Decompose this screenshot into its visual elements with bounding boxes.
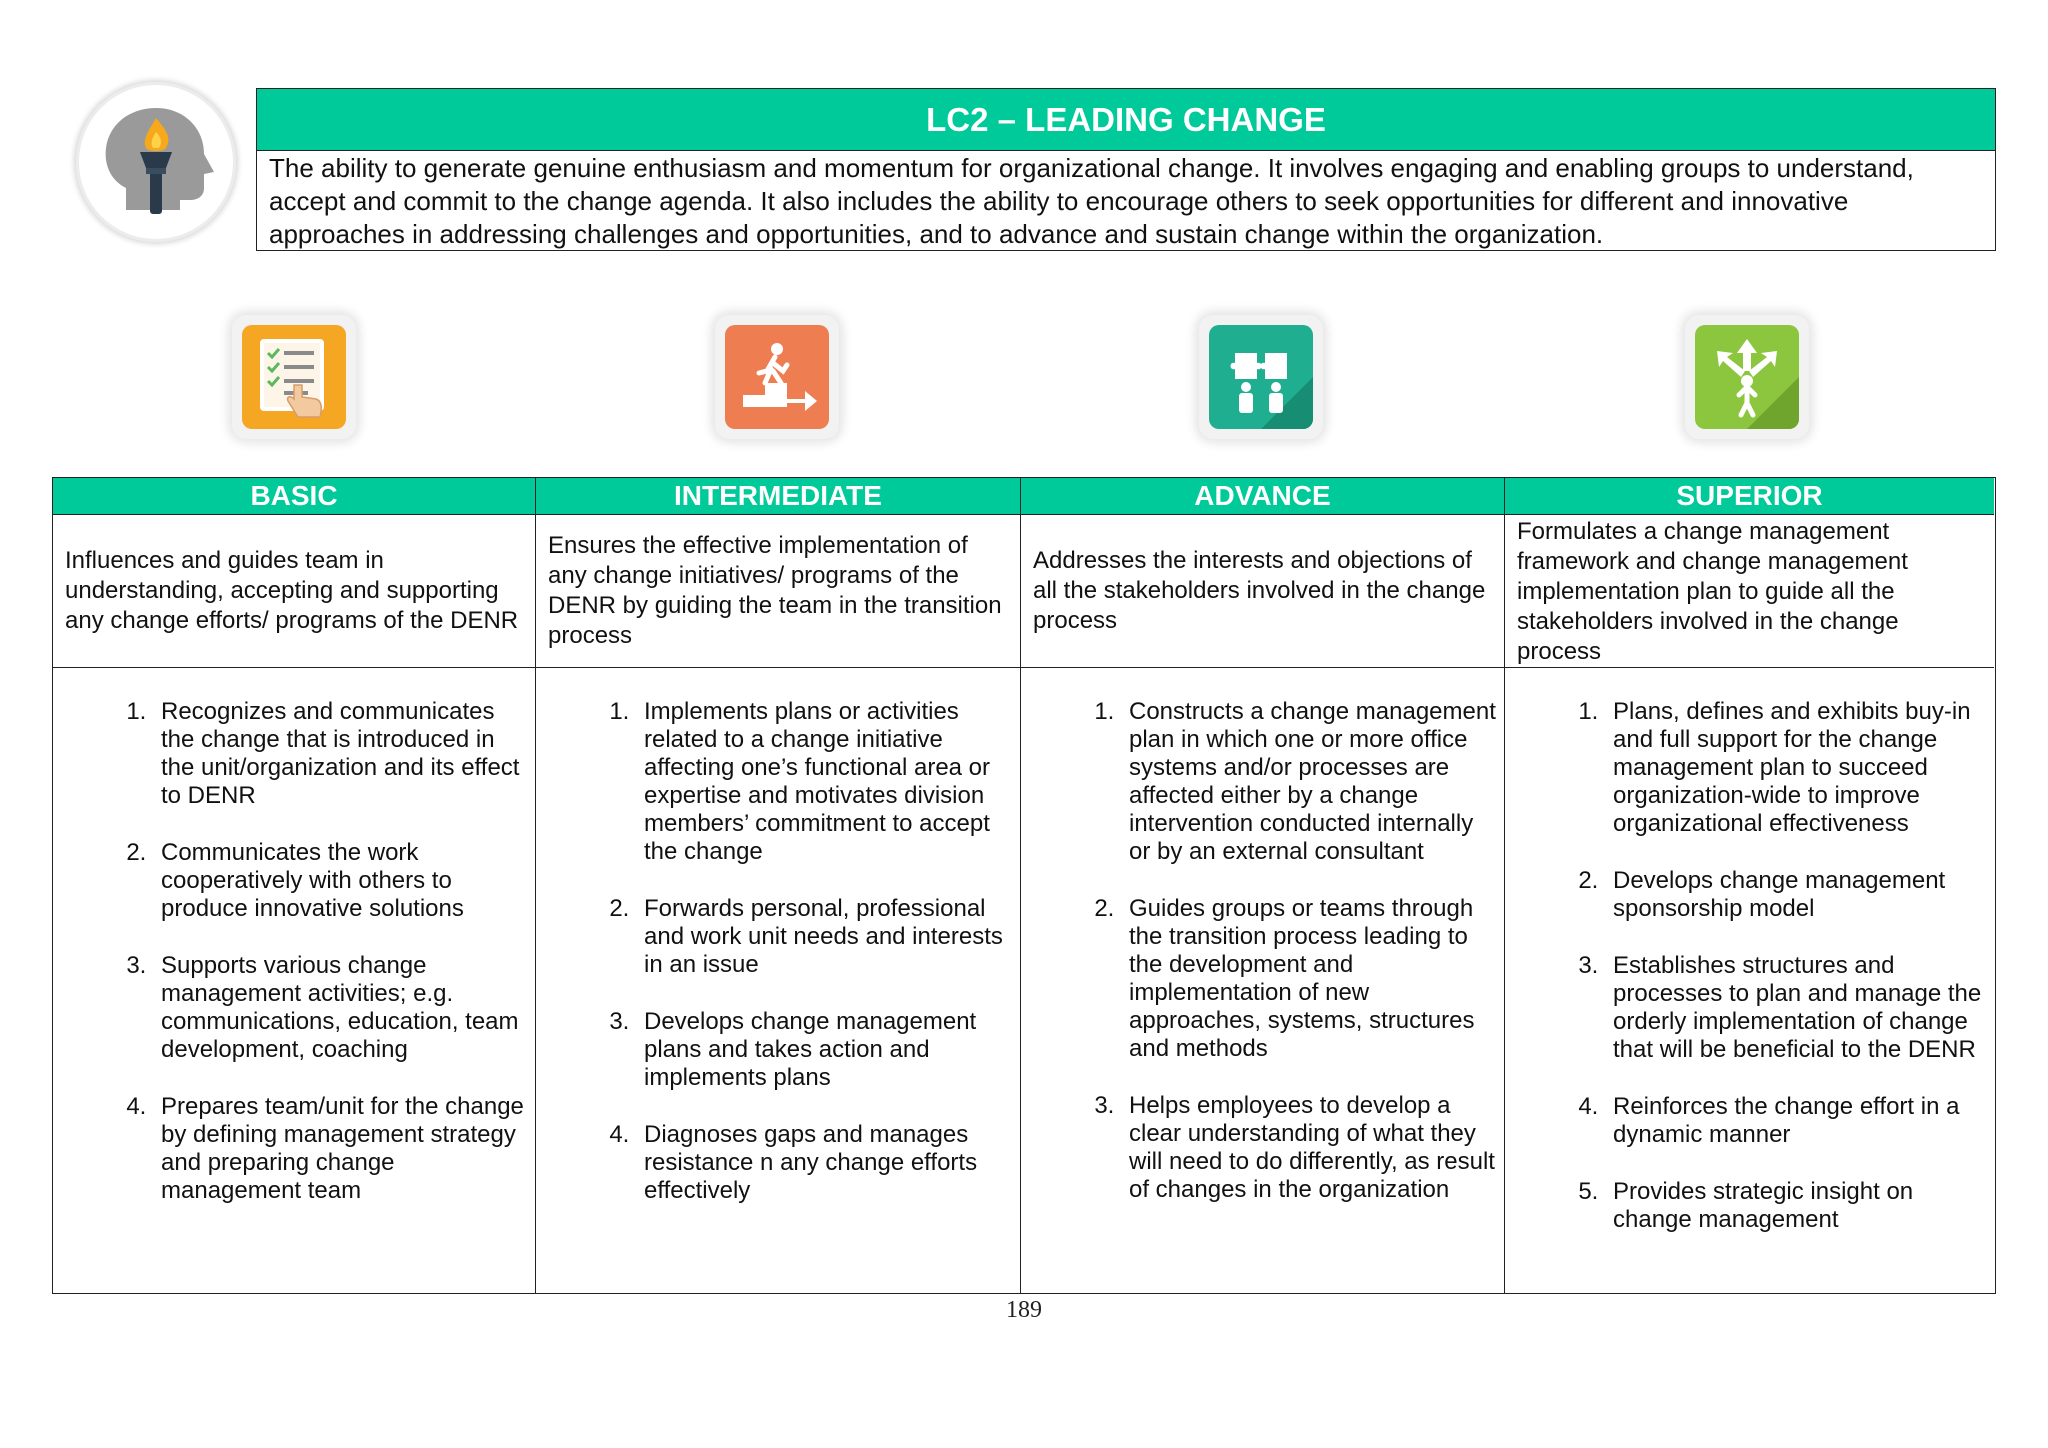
- crossroads-arrows-icon: [1685, 315, 1809, 439]
- competency-title: LC2 – LEADING CHANGE: [257, 89, 1995, 151]
- level-description-intermediate: Ensures the effective implementation of any change initiatives/ programs of the DENR by guiding the team in the transition process: [536, 515, 1021, 668]
- competency-table: [52, 477, 1996, 1294]
- indicators-intermediate: [536, 668, 1021, 1293]
- person-climbing-stairs-icon: [715, 315, 839, 439]
- level-description-superior: Formulates a change management framework and change management implementation plan to guide all the stakeholders involved in the change process: [1505, 515, 1994, 668]
- list-item: 4. Reinforces the change effort in a dynamic manner: [1605, 1093, 1986, 1149]
- list-item: 1. Recognizes and communicates the change that is introduced in the unit/organization and its effect to DENR: [153, 698, 527, 810]
- level-heading-intermediate: INTERMEDIATE: [536, 478, 1021, 515]
- indicator-list: [53, 698, 527, 1205]
- list-item: 4. Diagnoses gaps and manages resistance n any change efforts effectively: [636, 1121, 1012, 1205]
- puzzle-people-icon: [1199, 315, 1323, 439]
- competency-description: The ability to generate genuine enthusiasm and momentum for organizational change. It involves engaging and enabling groups to understand, accept and commit to the change agenda. It also includes the ability to encourage others to seek opportunities for different and innovative approaches in addressing challenges and opportunities, and to advance and sustain change within the organization.: [269, 153, 1914, 249]
- list-item: 3. Helps employees to develop a clear understanding of what they will need to do differently, as result of changes in the organization: [1121, 1092, 1496, 1204]
- list-item: 1. Constructs a change management plan in which one or more office systems and/or processes are affected either by a change intervention conducted internally or by an external consultant: [1121, 698, 1496, 866]
- indicator-list: [1505, 698, 1986, 1234]
- level-heading-basic: BASIC: [53, 478, 536, 515]
- level-description-advance: Addresses the interests and objections of all the stakeholders involved in the change process: [1021, 515, 1505, 668]
- level-description-basic: Influences and guides team in understanding, accepting and supporting any change efforts/ programs of the DENR: [53, 515, 536, 668]
- page-number: 189: [1006, 1297, 1042, 1323]
- list-item: 2. Communicates the work cooperatively with others to produce innovative solutions: [153, 839, 527, 923]
- list-item: 2. Forwards personal, professional and work unit needs and interests in an issue: [636, 895, 1012, 979]
- list-item: 1. Implements plans or activities related to a change initiative affecting one’s functional area or expertise and motivates division members’ commitment to accept the change: [636, 698, 1012, 866]
- indicators-advance: [1021, 668, 1505, 1293]
- head-torch-icon: [76, 82, 236, 242]
- list-item: 1. Plans, defines and exhibits buy-in and full support for the change management plan to succeed organization-wide to improve organizational effectiveness: [1605, 698, 1986, 838]
- level-heading-advance: ADVANCE: [1021, 478, 1505, 515]
- competency-header: [256, 88, 1996, 251]
- indicators-superior: [1505, 668, 1994, 1293]
- list-item: 3. Establishes structures and processes to plan and manage the orderly implementation of change that will be beneficial to the DENR: [1605, 952, 1986, 1064]
- list-item: 2. Guides groups or teams through the transition process leading to the development and implementation of new approaches, systems, structures and methods: [1121, 895, 1496, 1063]
- level-heading-superior: SUPERIOR: [1505, 478, 1994, 515]
- checklist-hand-icon: [232, 315, 356, 439]
- list-item: 3. Develops change management plans and takes action and implements plans: [636, 1008, 1012, 1092]
- indicators-basic: [53, 668, 536, 1293]
- indicator-list: [536, 698, 1012, 1205]
- list-item: 4. Prepares team/unit for the change by defining management strategy and preparing change management team: [153, 1093, 527, 1205]
- list-item: 5. Provides strategic insight on change management: [1605, 1178, 1986, 1234]
- indicator-list: [1021, 698, 1496, 1204]
- list-item: 3. Supports various change management activities; e.g. communications, education, team development, coaching: [153, 952, 527, 1064]
- list-item: 2. Develops change management sponsorship model: [1605, 867, 1986, 923]
